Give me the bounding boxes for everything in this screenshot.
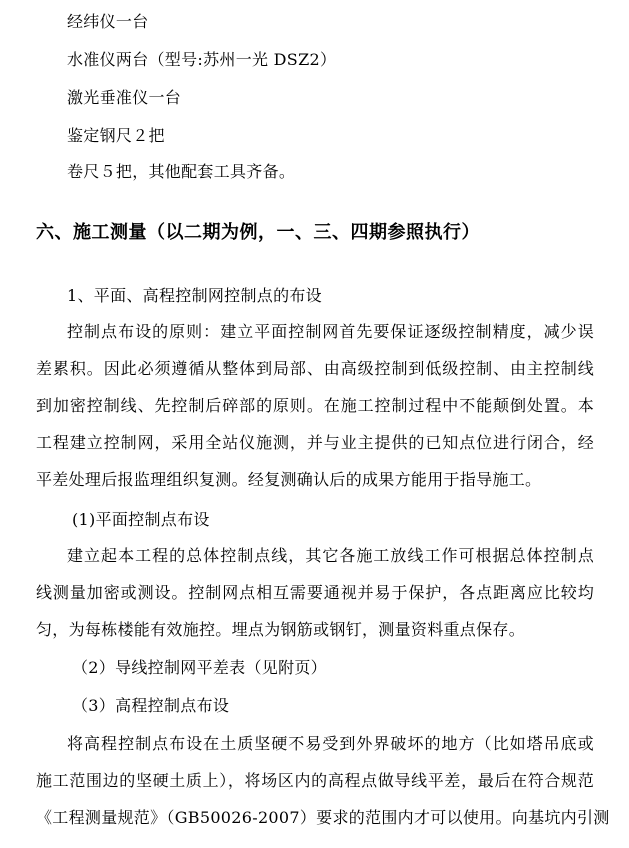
equipment-item: 鉴定钢尺２把: [67, 126, 165, 145]
paragraph-line: 平差处理后报监理组织复测。经复测确认后的成果方能用于指导施工。: [36, 470, 542, 489]
paragraph-line: 控制点布设的原则：建立平面控制网首先要保证逐级控制精度，减少误: [67, 322, 594, 341]
item-title: （3）高程控制点布设: [72, 696, 230, 715]
item-title: (1)平面控制点布设: [72, 510, 210, 529]
paragraph-line: 工程建立控制网，采用全站仪施测，并与业主提供的已知点位进行闭合，经: [36, 433, 594, 452]
equipment-item: 水准仪两台（型号:苏州一光 DSZ2）: [67, 50, 337, 69]
item-title: （2）导线控制网平差表（见附页）: [72, 658, 327, 677]
paragraph-line: 将高程控制点布设在土质坚硬不易受到外界破坏的地方（比如塔吊底或: [67, 734, 594, 753]
equipment-item: 激光垂准仪一台: [67, 88, 182, 107]
subsection-title: 1、平面、高程控制网控制点的布设: [67, 286, 322, 305]
paragraph-line: 线测量加密或测设。控制网点相互需要通视并易于保护，各点距离应比较均: [36, 583, 594, 602]
paragraph-line: 匀，为每栋楼能有效施控。埋点为钢筋或钢钉，测量资料重点保存。: [36, 620, 526, 639]
paragraph-line: 差累积。因此必须遵循从整体到局部、由高级控制到低级控制、由主控制线: [36, 359, 594, 378]
paragraph-line: 《工程测量规范》（GB50026-2007）要求的范围内才可以使用。向基坑内引测: [36, 808, 610, 827]
paragraph-line: 施工范围边的坚硬土质上），将场区内的高程点做导线平差，最后在符合规范: [36, 771, 594, 790]
equipment-item: 经纬仪一台: [67, 12, 149, 31]
paragraph-line: 到加密控制线、先控制后碎部的原则。在施工控制过程中不能颠倒处置。本: [36, 396, 594, 415]
equipment-item: 卷尺５把，其他配套工具齐备。: [67, 162, 296, 181]
section-heading: 六、施工测量（以二期为例，一、三、四期参照执行）: [36, 222, 480, 243]
paragraph-line: 建立起本工程的总体控制点线，其它各施工放线工作可根据总体控制点: [67, 546, 594, 565]
